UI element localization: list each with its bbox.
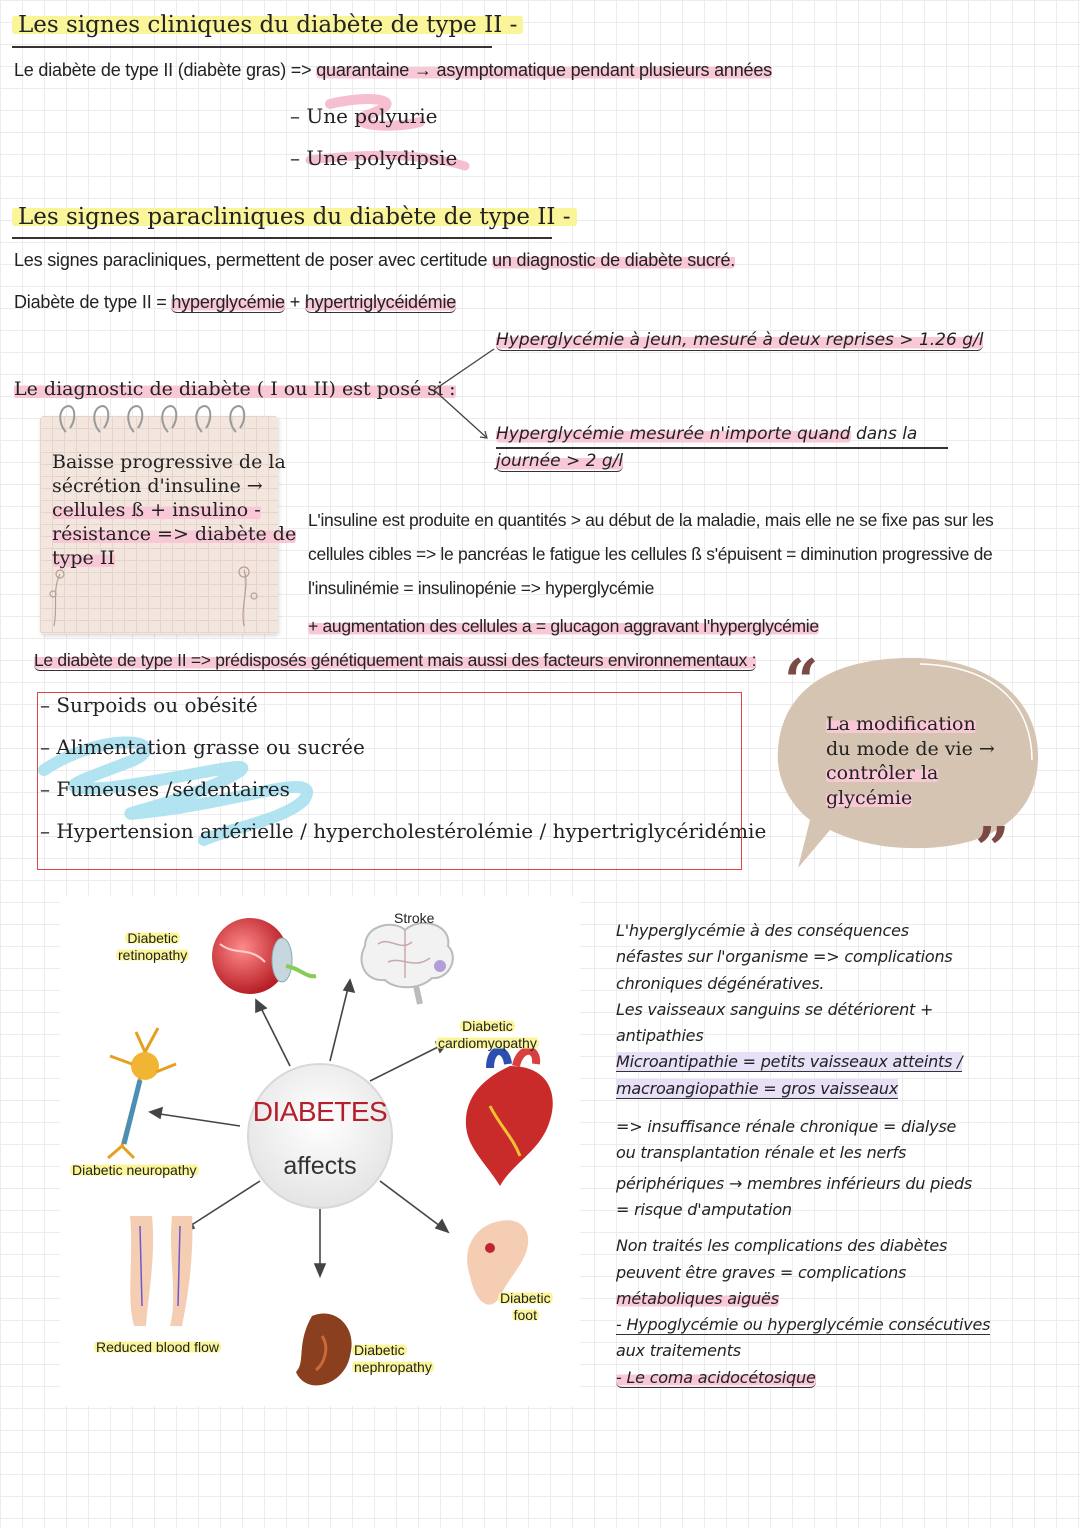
open-quote-icon: “	[784, 650, 819, 717]
complications-text: L'hyperglycémie à des conséquences néfastes sur l'organisme => complications chroniques dégénératives. Les vaisseaux sanguins se détériorent + antipathies Microantipathie = petits vaisseaux atteints / macroangiopathie = gros vaisseaux => insuffisance rénale chronique = dialyse ou transplantation rénale et les nerfs périphériques → membres inférieurs du pieds = risque d'amputation Non traités les complications des diabètes peuvent être graves = complications métaboliques aiguës - Hypoglycémie ou hyperglycémie consécutives aux traitements - Le coma acidocétosique	[616, 921, 991, 1387]
eye-icon	[212, 918, 316, 994]
close-quote-icon: ”	[975, 815, 1010, 875]
spiral-rings-icon	[54, 402, 264, 436]
label-cardiomyopathy: Diabetic cardiomyopathy	[438, 1018, 537, 1051]
diagnosis-label: Le diagnostic de diabète ( I ou II) est posé si :	[14, 378, 456, 400]
section2-title-underline	[12, 237, 552, 239]
criteria-fasting: Hyperglycémie à jeun, mesuré à deux reprises > 1.26 g/l	[496, 330, 984, 350]
quote-text: La modification du mode de vie → contrôler la glycémie	[826, 713, 995, 809]
insulin-explanation: L'insuline est produite en quantités > au début de la maladie, mais elle ne se fixe pas sur les cellules cibles => le pancréas le fatigue les cellules ß s'épuisent = diminution progressive de l'insulinémie = insulinopénie => hyperglycémie + augmentation des cellules a = glucagon aggravant l'hyperglycémie	[308, 510, 994, 636]
diagram-center-subtitle: affects	[283, 1152, 357, 1180]
brain-icon	[362, 923, 453, 1004]
criteria-random-underline	[496, 447, 948, 449]
risk-intro: Le diabète de type II => prédisposés génétiquement mais aussi des facteurs environnementaux :	[34, 650, 757, 670]
label-stroke: Stroke	[394, 910, 435, 926]
label-foot: Diabetic foot	[500, 1290, 551, 1323]
branch-arrows	[430, 345, 500, 445]
kidney-icon	[296, 1314, 352, 1386]
note-card-text: Baisse progressive de la sécrétion d'insuline → cellules ß + insulino - résistance => diabète de type II	[52, 451, 297, 569]
neuron-icon	[108, 1028, 176, 1158]
risk-factor-item: – Surpoids ou obésité	[40, 693, 258, 717]
risk-factor-item: – Hypertension artérielle / hypercholestérolémie / hypertriglycéridémie	[40, 819, 767, 843]
legs-icon	[130, 1216, 192, 1326]
section1-title: Les signes cliniques du diabète de type II -	[12, 12, 523, 38]
risk-factor-item: – Fumeuses /sédentaires	[40, 777, 290, 801]
risk-factor-item: – Alimentation grasse ou sucrée	[40, 735, 365, 759]
section2-title: Les signes paracliniques du diabète de type II -	[12, 204, 577, 230]
diagram-graphics	[60, 896, 580, 1406]
label-retinopathy: Diabetic retinopathy	[118, 930, 188, 963]
label-nephropathy: Diabetic nephropathy	[354, 1342, 432, 1375]
paraclinical-intro: Les signes paracliniques, permettent de poser avec certitude un diagnostic de diabète sucré.	[14, 250, 736, 270]
diagram-center-title: DIABETES	[252, 1096, 388, 1127]
type2-formula: Diabète de type II = hyperglycémie + hypertriglycéidémie	[14, 292, 457, 312]
diabetes-diagram	[60, 896, 580, 1406]
criteria-random-line2: journée > 2 g/l	[496, 451, 624, 471]
diabetes-center-circle	[248, 1064, 392, 1208]
symptom-item: – Une polyurie	[290, 104, 438, 128]
symptom-item: – Une polydipsie	[290, 146, 458, 170]
section1-title-underline	[12, 46, 492, 48]
criteria-random: Hyperglycémie mesurée n'importe quand dans la	[496, 424, 918, 444]
floral-doodle-icon	[44, 566, 274, 630]
section1-intro: Le diabète de type II (diabète gras) => quarantaine → asymptomatique pendant plusieurs années	[14, 60, 772, 80]
label-neuropathy: Diabetic neuropathy	[72, 1162, 197, 1178]
label-blood-flow: Reduced blood flow	[96, 1339, 219, 1355]
